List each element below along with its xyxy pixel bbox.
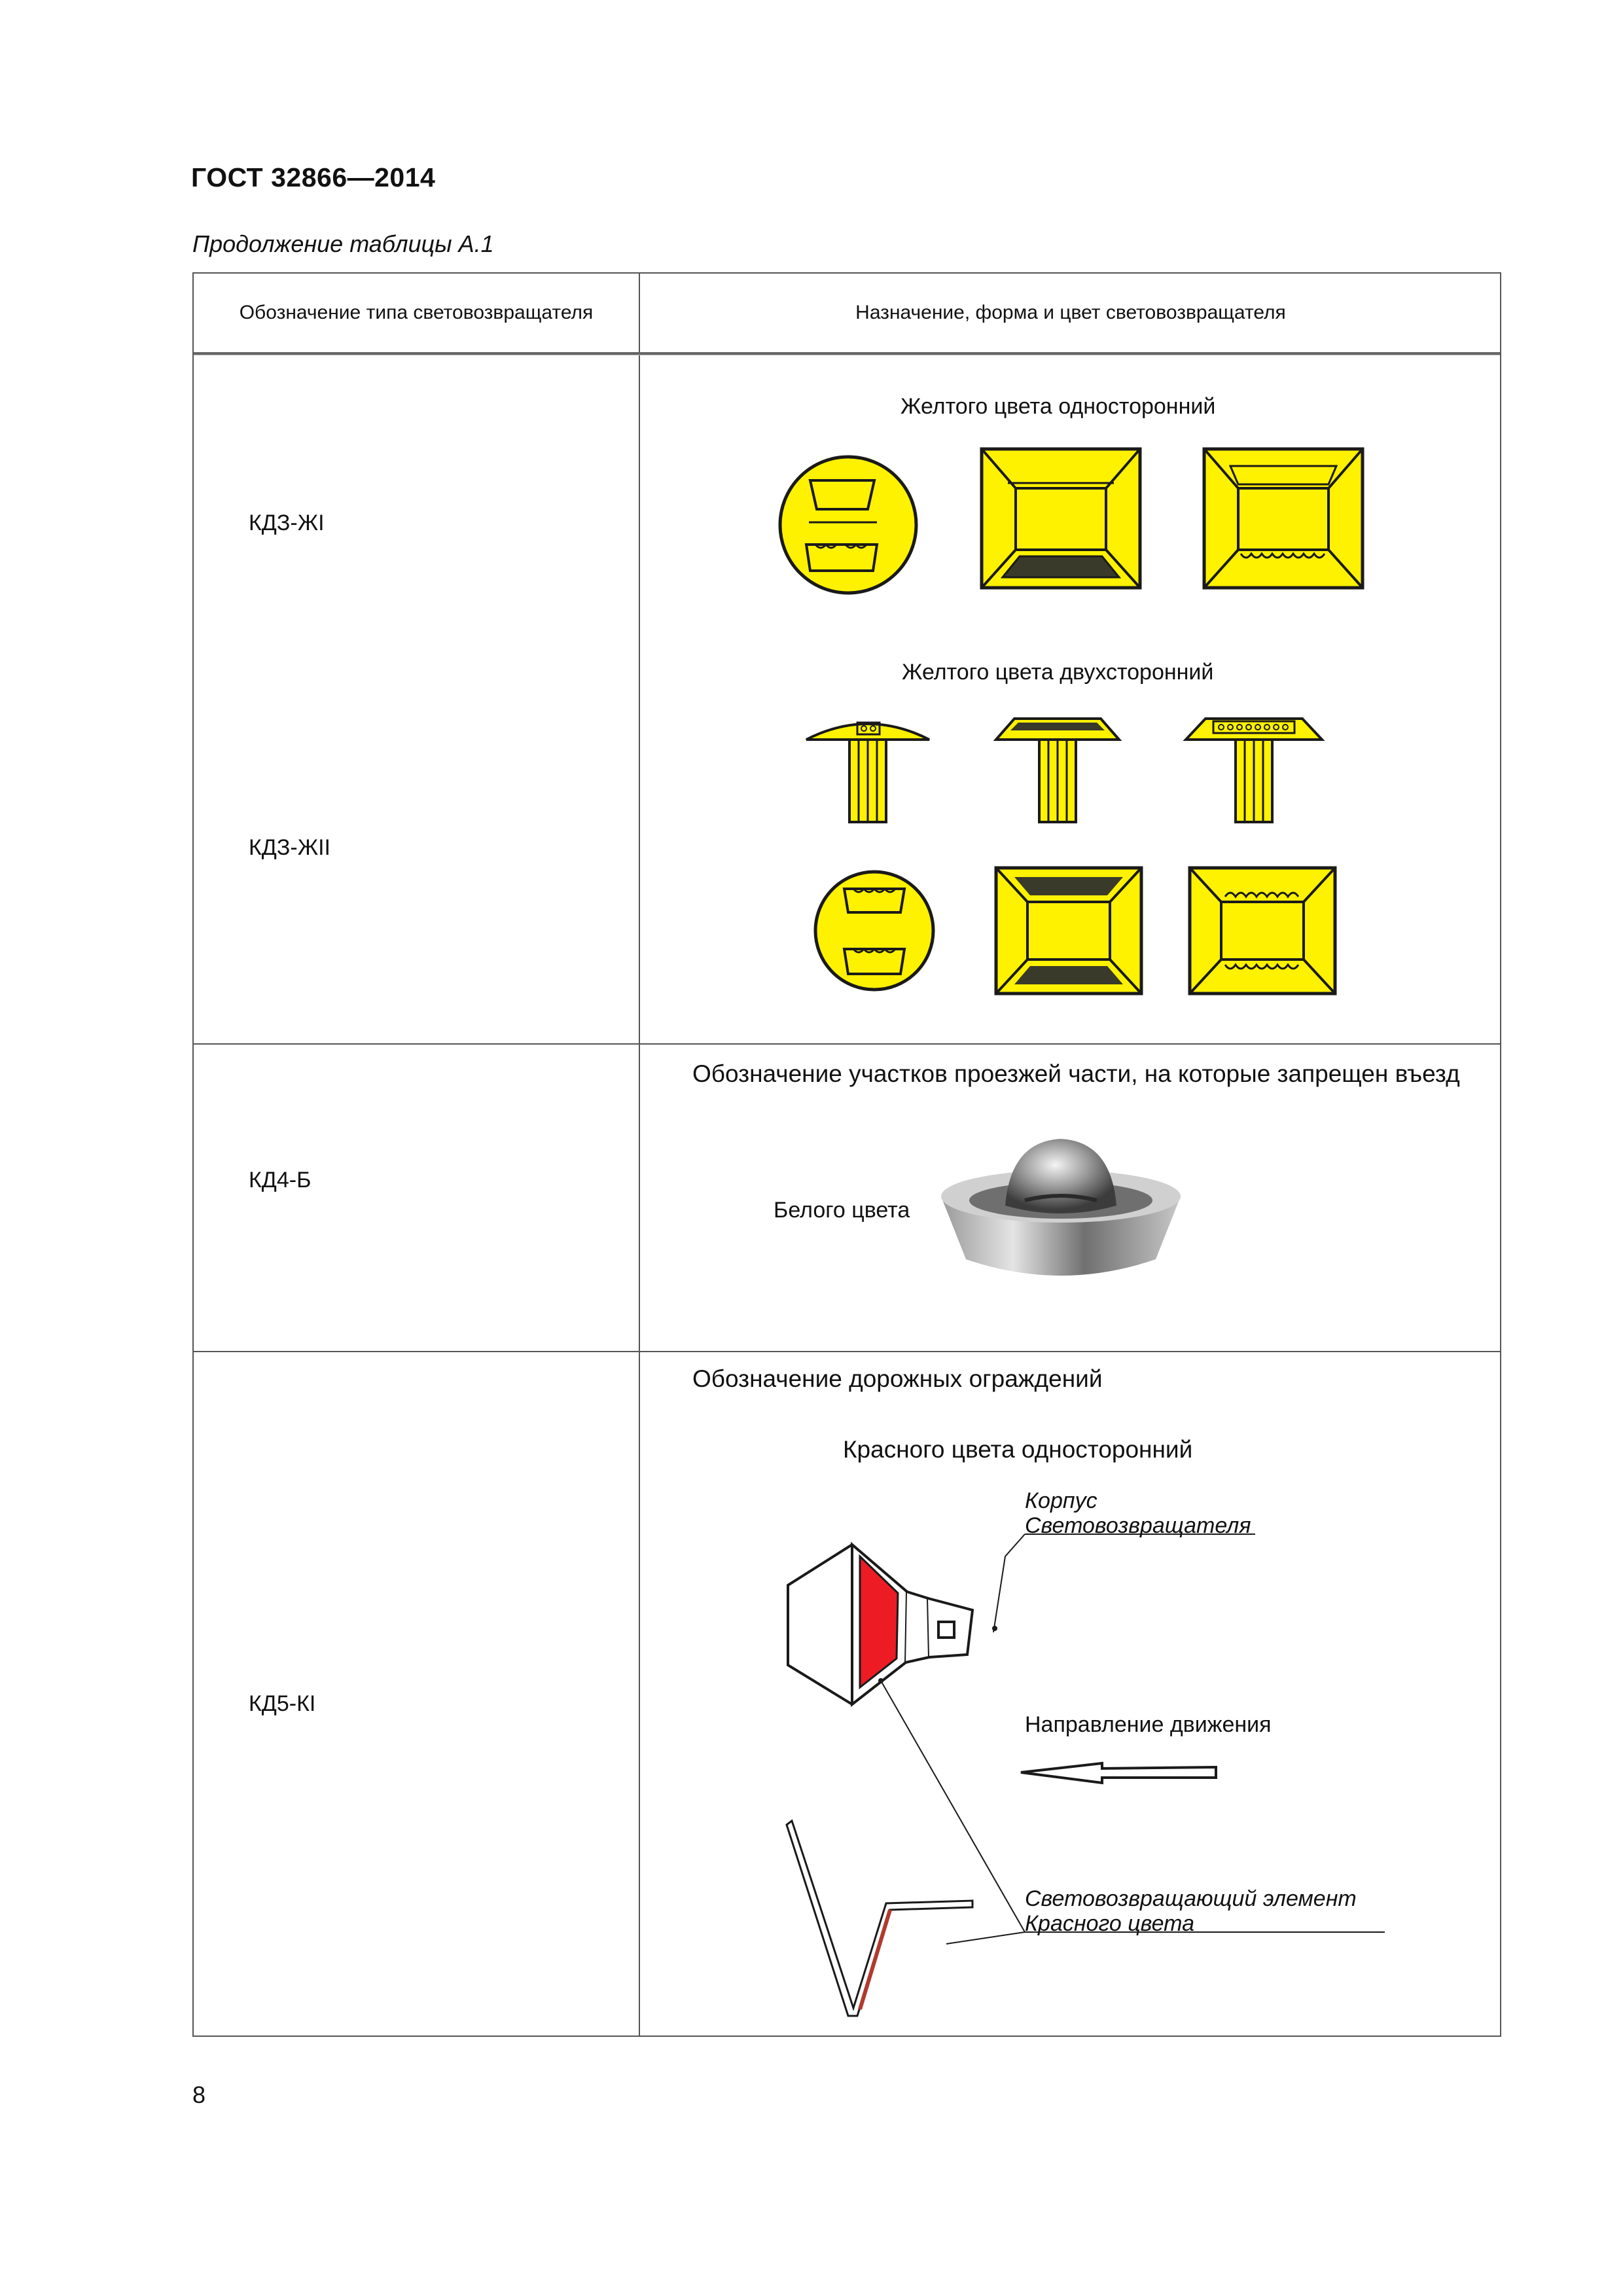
callout-body-line1: Корпус — [1025, 1488, 1097, 1513]
callout-element-line2: Красного цвета — [1025, 1911, 1195, 1936]
callout-leader-lines — [194, 274, 1503, 2038]
caption-road-barriers: Обозначение дорожных ограждений — [692, 1365, 1103, 1392]
code-kd5-k1: КД5-КI — [249, 1691, 316, 1716]
caption-white-color: Белого цвета — [774, 1198, 910, 1223]
caption-yellow-two-sided: Желтого цвета двухсторонний — [902, 660, 1214, 685]
code-kdz-zh2: КДЗ-ЖII — [249, 835, 330, 860]
caption-red-one-sided: Красного цвета односторонний — [843, 1436, 1193, 1463]
table-continuation-title: Продолжение таблицы А.1 — [192, 230, 494, 257]
caption-forbidden-areas: Обозначение участков проезжей части, на которые запрещен въезд — [692, 1060, 1460, 1087]
header-purpose: Назначение, форма и цвет световозвращателя — [855, 302, 1286, 323]
page-number: 8 — [192, 2081, 206, 2108]
callout-element-line1: Световозвращающий элемент — [1025, 1886, 1357, 1911]
callout-body-line2: Световозвращателя — [1025, 1513, 1251, 1538]
code-kd4-b: КД4-Б — [249, 1168, 312, 1193]
direction-label: Направление движения — [1025, 1712, 1272, 1737]
header-type: Обозначение типа световозвращателя — [239, 302, 594, 323]
document-code: ГОСТ 32866—2014 — [191, 162, 436, 192]
caption-yellow-one-sided: Желтого цвета односторонний — [901, 394, 1216, 419]
code-kdz-zh1: КДЗ-ЖI — [249, 511, 325, 535]
reflector-table — [192, 272, 1501, 2037]
